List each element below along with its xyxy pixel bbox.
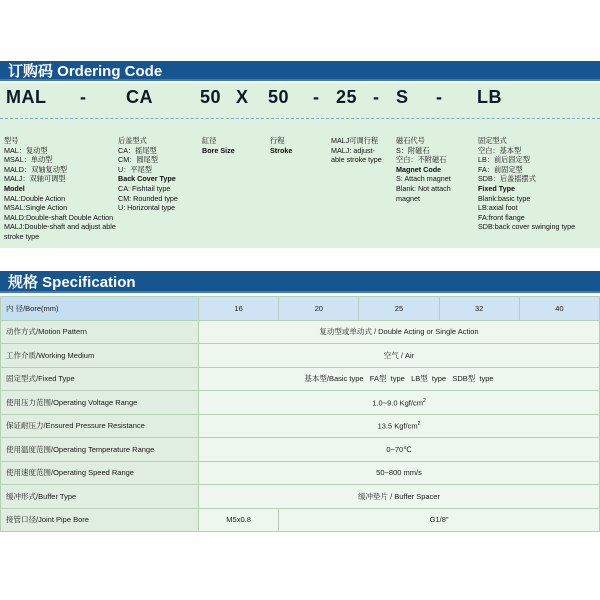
column-model xyxy=(4,136,116,242)
row-value: 缓冲垫片 / Buffer Spacer xyxy=(199,485,600,509)
code-separator: - xyxy=(80,87,87,107)
column-fixed-type-line: LB：前后固定型 xyxy=(478,155,530,165)
row-value: 基本型/Basic type FA型 type LB型 type SDB型 type xyxy=(199,367,600,391)
column-stroke-line: Stroke xyxy=(270,145,293,155)
column-model-line: MALJ:Double-shaft and adjust able xyxy=(4,222,116,232)
row-label: 保证耐压力/Ensured Pressure Resistance xyxy=(1,414,199,438)
column-magnet-code xyxy=(396,136,451,203)
table-row xyxy=(1,485,600,509)
column-back-cover-line: Back Cover Type xyxy=(118,174,176,184)
column-back-cover-line: U：平尾型 xyxy=(118,164,152,174)
row-value: 0~70℃ xyxy=(199,438,600,462)
bore-40-cell: 40 xyxy=(519,297,599,321)
column-fixed-type-line: 空白：基本型 xyxy=(478,145,522,155)
code-segment-x: X xyxy=(236,87,249,107)
table-header-row xyxy=(1,297,600,321)
row-label: 动作方式/Motion Pattern xyxy=(1,320,199,344)
column-model-line: MSAL：单动型 xyxy=(4,155,53,165)
bore-header-label: 内 径/Bore(mm) xyxy=(1,297,199,321)
column-magnet-code-line: 空白：不附磁石 xyxy=(396,155,447,165)
column-magnet-code-line: S: Attach magnet xyxy=(396,174,451,184)
column-adjust-stroke xyxy=(331,136,382,165)
row-value-rest: G1/8" xyxy=(279,508,600,532)
column-fixed-type-line: SDB：后盖摇摆式 xyxy=(478,174,536,184)
row-value-superscript: 2 xyxy=(417,421,421,427)
column-back-cover-line: CM: Rounded type xyxy=(118,193,178,203)
row-value-first: M5x0.8 xyxy=(199,508,279,532)
table-row xyxy=(1,414,600,438)
row-label: 缓冲形式/Buffer Type xyxy=(1,485,199,509)
row-label: 使用温度范围/Operating Temperature Range xyxy=(1,438,199,462)
column-fixed-type-line: FA:front flange xyxy=(478,212,525,222)
column-fixed-type-line: FA：前固定型 xyxy=(478,164,523,174)
bore-32-cell: 32 xyxy=(439,297,519,321)
column-back-cover-line: 后盖型式 xyxy=(118,136,147,145)
code-segment-fixed-type: LB xyxy=(477,87,502,107)
bore-16-cell: 16 xyxy=(199,297,279,321)
code-separator: - xyxy=(313,87,320,107)
column-magnet-code-line: Blank: Not attach xyxy=(396,183,451,193)
column-model-line: MAL：复动型 xyxy=(4,145,48,155)
column-model-line: 型号 xyxy=(4,136,19,145)
table-row xyxy=(1,320,600,344)
column-back-cover-line: CA: Fishtail type xyxy=(118,183,171,193)
column-fixed-type xyxy=(478,136,575,232)
column-magnet-code-line: S：附磁石 xyxy=(396,145,430,155)
row-value: 50~800 mm/s xyxy=(199,461,600,485)
row-value xyxy=(199,414,600,438)
ordering-code-title: 订购码 Ordering Code xyxy=(8,62,163,80)
row-label: 使用压力范围/Operating Voltage Range xyxy=(1,391,199,415)
column-adjust-stroke-line: MALJ: adjust- xyxy=(331,145,375,155)
column-magnet-code-line: 磁石代号 xyxy=(396,136,425,145)
code-segment-model: MAL xyxy=(6,87,47,107)
column-bore-size-line: Bore Size xyxy=(202,145,235,155)
table-row xyxy=(1,391,600,415)
table-row xyxy=(1,344,600,368)
table-row xyxy=(1,508,600,532)
column-fixed-type-line: Blank:basic type xyxy=(478,193,531,203)
column-fixed-type-line: LB:axial foot xyxy=(478,203,518,213)
code-segment-magnet: S xyxy=(396,87,409,107)
column-model-line: MALJ：双轴可调型 xyxy=(4,174,66,184)
column-magnet-code-line: magnet xyxy=(396,193,420,203)
column-model-line: MSAL:Single Action xyxy=(4,203,68,213)
bore-25-cell: 25 xyxy=(359,297,439,321)
column-adjust-stroke-line: able stroke type xyxy=(331,155,382,165)
column-magnet-code-line: Magnet Code xyxy=(396,164,442,174)
specification-title: 规格 Specification xyxy=(8,273,136,291)
column-model-line: Model xyxy=(4,183,25,193)
ordering-code-string xyxy=(0,87,600,113)
row-value-superscript: 2 xyxy=(422,397,426,404)
code-segment-bore: 50 xyxy=(200,87,222,107)
specification-header xyxy=(0,271,600,293)
column-back-cover xyxy=(118,136,178,213)
column-back-cover-line: CA：摇尾型 xyxy=(118,145,157,155)
row-value: 空气 / Air xyxy=(199,344,600,368)
column-adjust-stroke-line: MALJ可调行程 xyxy=(331,136,379,145)
row-value xyxy=(199,391,600,415)
row-value: 复动型或单动式 / Double Acting or Single Action xyxy=(199,320,600,344)
ordering-code-header xyxy=(0,61,600,81)
column-stroke-line: 行程 xyxy=(270,136,285,145)
column-bore-size xyxy=(202,136,235,155)
table-row xyxy=(1,461,600,485)
column-model-line: MALD：双轴复动型 xyxy=(4,164,68,174)
code-separator: - xyxy=(373,87,380,107)
column-fixed-type-line: SDB:back cover swinging type xyxy=(478,222,576,232)
column-model-line: stroke type xyxy=(4,231,40,241)
column-model-line: MALD:Double-shaft Double Action xyxy=(4,212,114,222)
code-segment-adjust: 25 xyxy=(336,87,358,107)
code-segment-back-cover: CA xyxy=(126,87,153,107)
column-stroke xyxy=(270,136,292,155)
specification-table xyxy=(0,296,600,532)
bore-20-cell: 20 xyxy=(279,297,359,321)
column-bore-size-line: 缸径 xyxy=(202,136,217,145)
code-divider-line xyxy=(0,118,600,119)
code-separator: - xyxy=(436,87,443,107)
row-label: 使用速度范围/Operating Speed Range xyxy=(1,461,199,485)
column-back-cover-line: U: Horizontal type xyxy=(118,203,176,213)
column-model-line: MAL:Double Action xyxy=(4,193,66,203)
table-row xyxy=(1,367,600,391)
column-fixed-type-line: 固定型式 xyxy=(478,136,507,145)
row-value-text: 13.5 Kgf/cm xyxy=(377,421,418,431)
row-label: 工作介质/Working Medium xyxy=(1,344,199,368)
table-row xyxy=(1,438,600,462)
row-label: 接管口径/Joint Pipe Bore xyxy=(1,508,199,532)
code-segment-stroke: 50 xyxy=(268,87,290,107)
column-back-cover-line: CM：圆尾型 xyxy=(118,155,158,165)
row-value-text: 1.0~9.0 Kgf/cm xyxy=(372,398,423,407)
column-fixed-type-line: Fixed Type xyxy=(478,183,516,193)
row-label: 固定型式/Fixed Type xyxy=(1,367,199,391)
